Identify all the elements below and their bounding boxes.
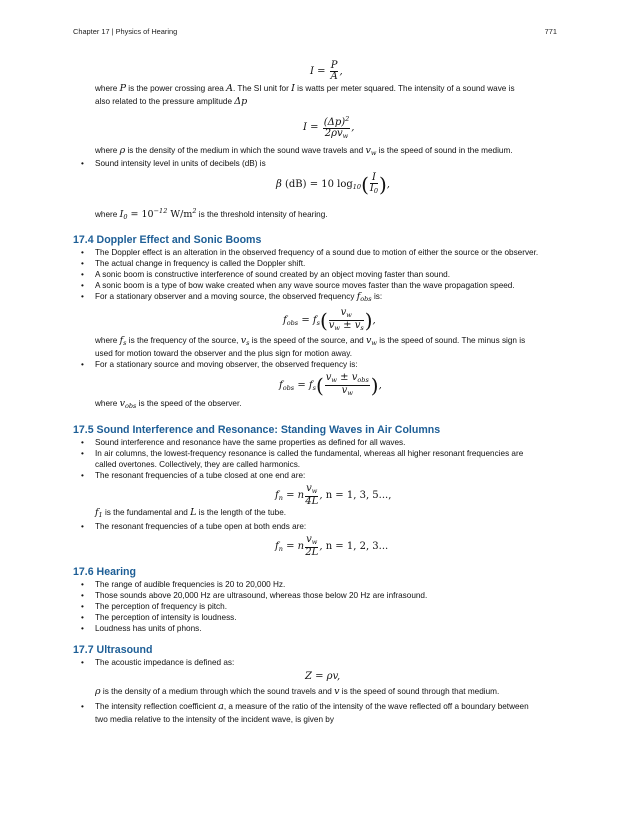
bullet-marker: • xyxy=(81,259,84,268)
bullet-marker: • xyxy=(81,360,84,369)
running-header-chapter: Chapter 17 | Physics of Hearing xyxy=(73,27,178,36)
section-title-hearing: 17.6 Hearing xyxy=(73,566,137,578)
section-title-ultrasound: 17.7 Ultrasound xyxy=(73,644,153,656)
list-item: The intensity reflection coefficient a, a measure of the ratio of the intensity of the wave reflected off a boundary between xyxy=(95,701,529,712)
list-item: Loudness has units of phons. xyxy=(95,624,202,633)
equation-closed-tube: $f_n = n$ $\frac{v_w}{4L}$ , n = 1, 3, 5..., xyxy=(275,483,392,507)
bullet-marker: • xyxy=(81,159,84,168)
bullet-marker: • xyxy=(81,270,84,279)
bullet-marker: • xyxy=(81,449,84,458)
bullet-marker: • xyxy=(81,624,84,633)
bullet-marker: • xyxy=(81,591,84,600)
section-title-doppler: 17.4 Doppler Effect and Sonic Booms xyxy=(73,234,262,246)
list-item: The perception of frequency is pitch. xyxy=(95,602,227,611)
text-sign-convention: used for motion toward the observer and the plus sign for motion away. xyxy=(95,349,352,358)
equation-doppler-moving-observer: $f_{obs} = f_s$( $\frac{v_w \pm v_{obs}}{v_w}$ ), xyxy=(279,372,382,398)
list-item-continued: called overtones. Collectively, they are called harmonics. xyxy=(95,460,301,469)
equation-impedance: Z = ρv, xyxy=(305,671,341,682)
list-item: For a stationary observer and a moving source, the observed frequency $f_{obs}$ is: xyxy=(95,291,383,303)
bullet-marker: • xyxy=(81,522,84,531)
bullet-marker: • xyxy=(81,471,84,480)
list-item: In air columns, the lowest-frequency resonance is called the fundamental, whereas all higher resonant frequencies are xyxy=(95,449,524,458)
bullet-marker: • xyxy=(81,281,84,290)
list-item-continued: two media relative to the intensity of the incident wave, is given by xyxy=(95,715,334,724)
bullet-marker: • xyxy=(81,658,84,667)
bullet-marker: • xyxy=(81,248,84,257)
list-item: The Doppler effect is an alteration in the observed frequency of a sound due to motion of either the source or the observer. xyxy=(95,248,539,257)
list-item: The resonant frequencies of a tube open at both ends are: xyxy=(95,522,307,531)
equation-open-tube: $f_n = n$ $\frac{v_w}{2L}$ , n = 1, 2, 3... xyxy=(275,534,389,558)
text-threshold: where $I_0 = 10^{-12}$ $W/m^2$ is the threshold intensity of hearing. xyxy=(95,207,328,221)
list-item: Sound interference and resonance have the same properties as defined for all waves. xyxy=(95,438,406,447)
text-fundamental: $f_1$ is the fundamental and L is the length of the tube. xyxy=(95,507,287,519)
equation-intensity: I = $\frac{P}{A}$ , xyxy=(310,60,343,82)
bullet-marker: • xyxy=(81,292,84,301)
list-item: Those sounds above 20,000 Hz are ultrasound, whereas those below 20 Hz are infrasound. xyxy=(95,591,428,600)
bullet-marker: • xyxy=(81,438,84,447)
list-item: For a stationary source and moving observer, the observed frequency is: xyxy=(95,360,358,369)
text-pressure-amplitude: also related to the pressure amplitude Δp xyxy=(95,96,248,107)
list-item: A sonic boom is constructive interference of sound created by an object moving faster than sound. xyxy=(95,270,450,279)
text-observer-speed: where $v_{obs}$ is the speed of the observer. xyxy=(95,398,242,410)
bullet-marker: • xyxy=(81,702,84,711)
bullet-marker: • xyxy=(81,602,84,611)
list-item: A sonic boom is a type of bow wake created when any wave source moves faster than the wave propagation speed. xyxy=(95,281,515,290)
section-title-resonance: 17.5 Sound Interference and Resonance: Standing Waves in Air Columns xyxy=(73,424,441,436)
equation-doppler-moving-source: $f_{obs} = f_s$( $\frac{v_w}{v_w \pm v_s}$ ), xyxy=(283,307,376,333)
list-item: The actual change in frequency is called the Doppler shift. xyxy=(95,259,306,268)
text-power-definition: where P is the power crossing area A. The SI unit for I is watts per meter squared. The intensity of a sound wave is xyxy=(95,83,515,94)
equation-intensity-pressure: I = $\frac{(\Delta p)^2}{2\rho v_w}$ , xyxy=(303,115,355,140)
list-item: The acoustic impedance is defined as: xyxy=(95,658,235,667)
text-density-definition: where ρ is the density of the medium in which the sound wave travels and $v_w$ is the speed of sound in the medium. xyxy=(95,145,513,157)
text-source-definitions: where $f_s$ is the frequency of the source, $v_s$ is the speed of the source, and $v_w$ is the speed of sound. The minus sign is xyxy=(95,335,526,347)
bullet-decibel: Sound intensity level in units of decibels (dB) is xyxy=(95,159,266,168)
list-item: The resonant frequencies of a tube closed at one end are: xyxy=(95,471,306,480)
equation-decibel: β (dB) = 10 $\log_{10}$( $\frac{I}{I_0}$ ), xyxy=(276,172,390,197)
page-number: 771 xyxy=(544,27,557,36)
bullet-marker: • xyxy=(81,613,84,622)
bullet-marker: • xyxy=(81,580,84,589)
list-item: The range of audible frequencies is 20 to 20,000 Hz. xyxy=(95,580,286,589)
text-impedance-definitions: ρ is the density of a medium through which the sound travels and v is the speed of sound through that medium. xyxy=(95,686,500,697)
list-item: The perception of intensity is loudness. xyxy=(95,613,237,622)
